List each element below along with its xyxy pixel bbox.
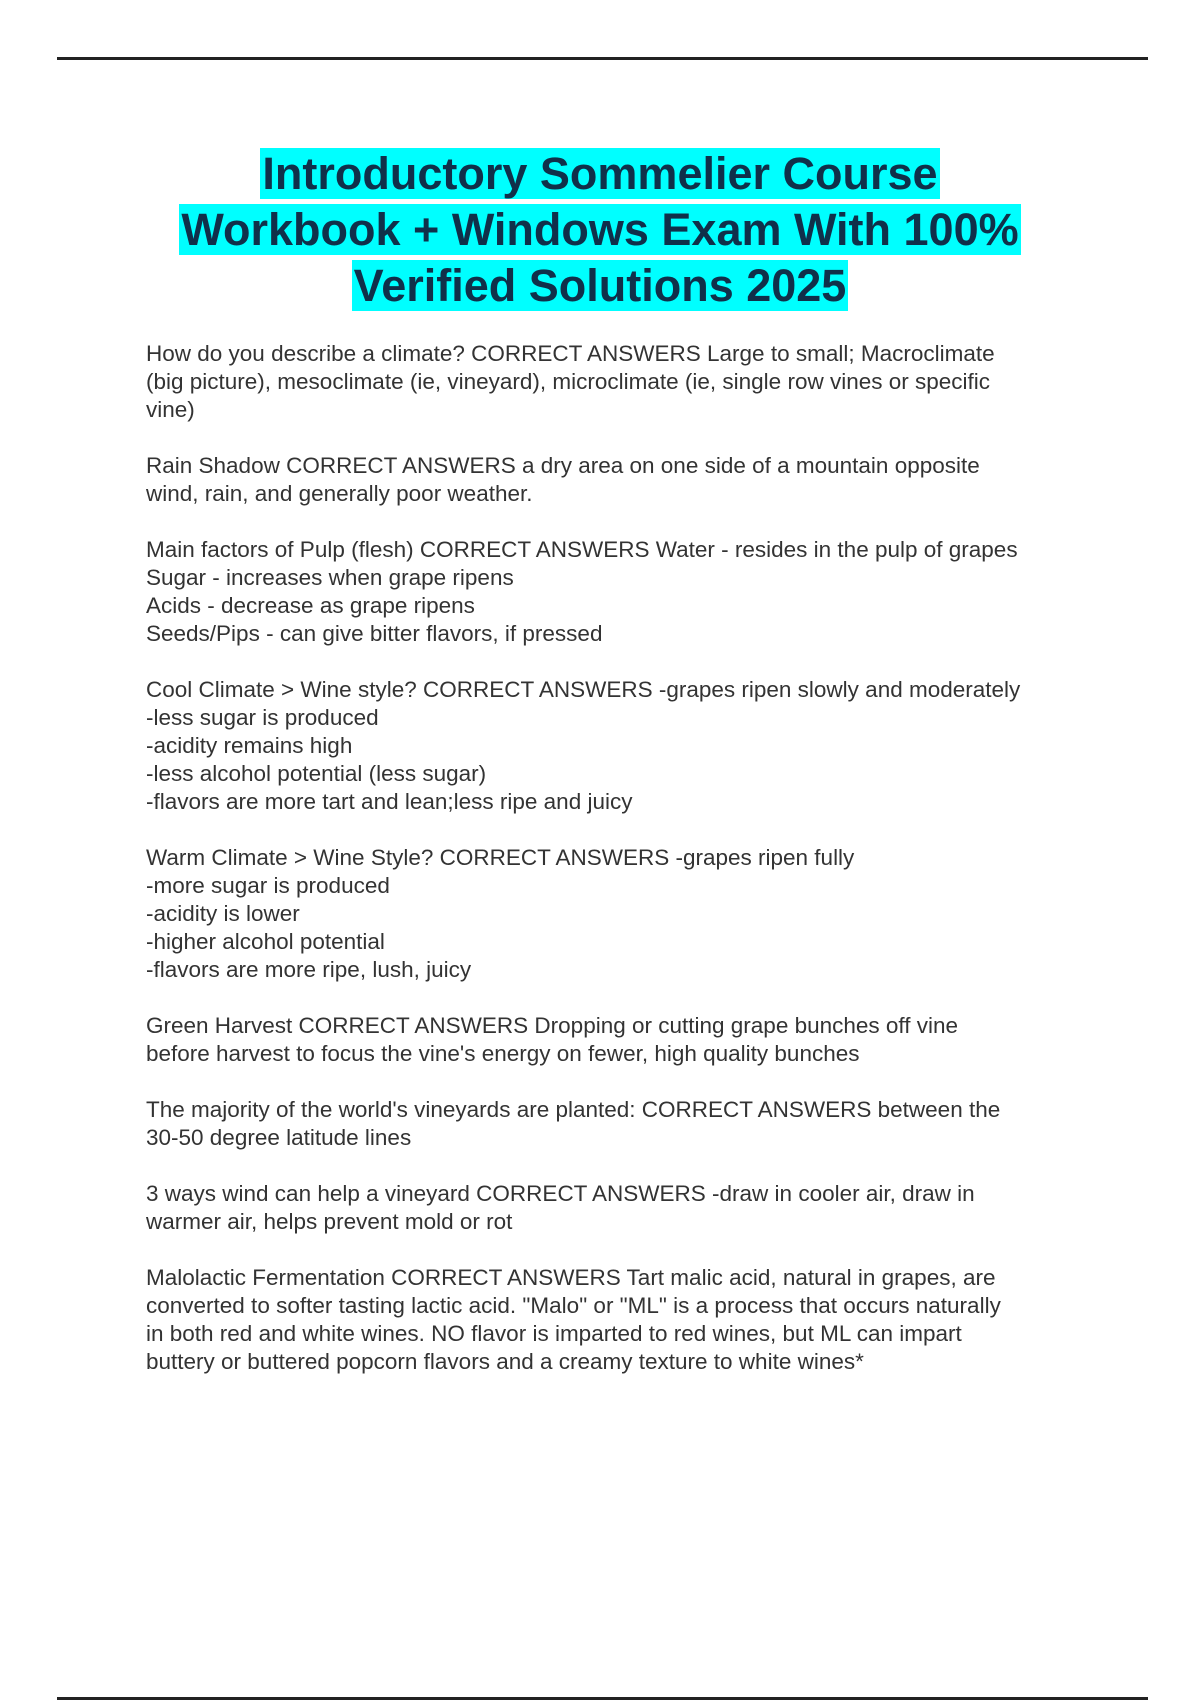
paragraph-line: Rain Shadow CORRECT ANSWERS a dry area on one side of a mountain opposite <box>146 453 980 478</box>
paragraph-line: wind, rain, and generally poor weather. <box>146 481 533 506</box>
paragraph-line: -acidity remains high <box>146 733 353 758</box>
paragraph-line: The majority of the world's vineyards are planted: CORRECT ANSWERS between the <box>146 1097 1001 1122</box>
paragraph-line: Cool Climate > Wine style? CORRECT ANSWERS -grapes ripen slowly and moderately <box>146 677 1021 702</box>
qa-paragraph <box>146 340 1106 424</box>
paragraph-line: -flavors are more ripe, lush, juicy <box>146 957 472 982</box>
title-line: Workbook + Windows Exam With 100% <box>181 204 1019 255</box>
paragraph-line: -higher alcohol potential <box>146 929 385 954</box>
title-line: Introductory Sommelier Course <box>262 148 938 199</box>
paragraph-line: -less alcohol potential (less sugar) <box>146 761 487 786</box>
paragraph-line: warmer air, helps prevent mold or rot <box>146 1209 513 1234</box>
paragraph-line: before harvest to focus the vine's energy on fewer, high quality bunches <box>146 1041 860 1066</box>
paragraph-line: Acids - decrease as grape ripens <box>146 593 475 618</box>
title-line: Verified Solutions 2025 <box>353 260 847 311</box>
qa-paragraph <box>146 1012 1106 1068</box>
paragraph-line: -flavors are more tart and lean;less ripe and juicy <box>146 789 633 814</box>
paragraph-line: 30-50 degree latitude lines <box>146 1125 412 1150</box>
paragraph-line: Main factors of Pulp (flesh) CORRECT ANSWERS Water - resides in the pulp of grapes <box>146 537 1018 562</box>
document-title <box>0 146 1200 314</box>
paragraph-line: Seeds/Pips - can give bitter flavors, if pressed <box>146 621 603 646</box>
qa-paragraph <box>146 1180 1106 1236</box>
qa-paragraph <box>146 452 1106 508</box>
document-body <box>146 340 1106 1404</box>
paragraph-line: Malolactic Fermentation CORRECT ANSWERS Tart malic acid, natural in grapes, are <box>146 1265 996 1290</box>
paragraph-line: Warm Climate > Wine Style? CORRECT ANSWERS -grapes ripen fully <box>146 845 855 870</box>
paragraph-line: (big picture), mesoclimate (ie, vineyard), microclimate (ie, single row vines or specific <box>146 369 991 394</box>
paragraph-line: 3 ways wind can help a vineyard CORRECT ANSWERS -draw in cooler air, draw in <box>146 1181 975 1206</box>
paragraph-line: vine) <box>146 397 195 422</box>
qa-paragraph <box>146 844 1106 984</box>
qa-paragraph <box>146 676 1106 816</box>
qa-paragraph <box>146 1096 1106 1152</box>
paragraph-line: -less sugar is produced <box>146 705 379 730</box>
paragraph-line: How do you describe a climate? CORRECT ANSWERS Large to small; Macroclimate <box>146 341 995 366</box>
qa-paragraph <box>146 1264 1106 1376</box>
paragraph-line: buttery or buttered popcorn flavors and a creamy texture to white wines* <box>146 1349 864 1374</box>
paragraph-line: in both red and white wines. NO flavor is imparted to red wines, but ML can impart <box>146 1321 962 1346</box>
paragraph-line: -more sugar is produced <box>146 873 390 898</box>
paragraph-line: Green Harvest CORRECT ANSWERS Dropping or cutting grape bunches off vine <box>146 1013 959 1038</box>
paragraph-line: converted to softer tasting lactic acid. "Malo" or "ML" is a process that occurs naturally <box>146 1293 1001 1318</box>
qa-paragraph <box>146 536 1106 648</box>
paragraph-line: -acidity is lower <box>146 901 300 926</box>
paragraph-line: Sugar - increases when grape ripens <box>146 565 514 590</box>
header-rule <box>57 57 1148 60</box>
